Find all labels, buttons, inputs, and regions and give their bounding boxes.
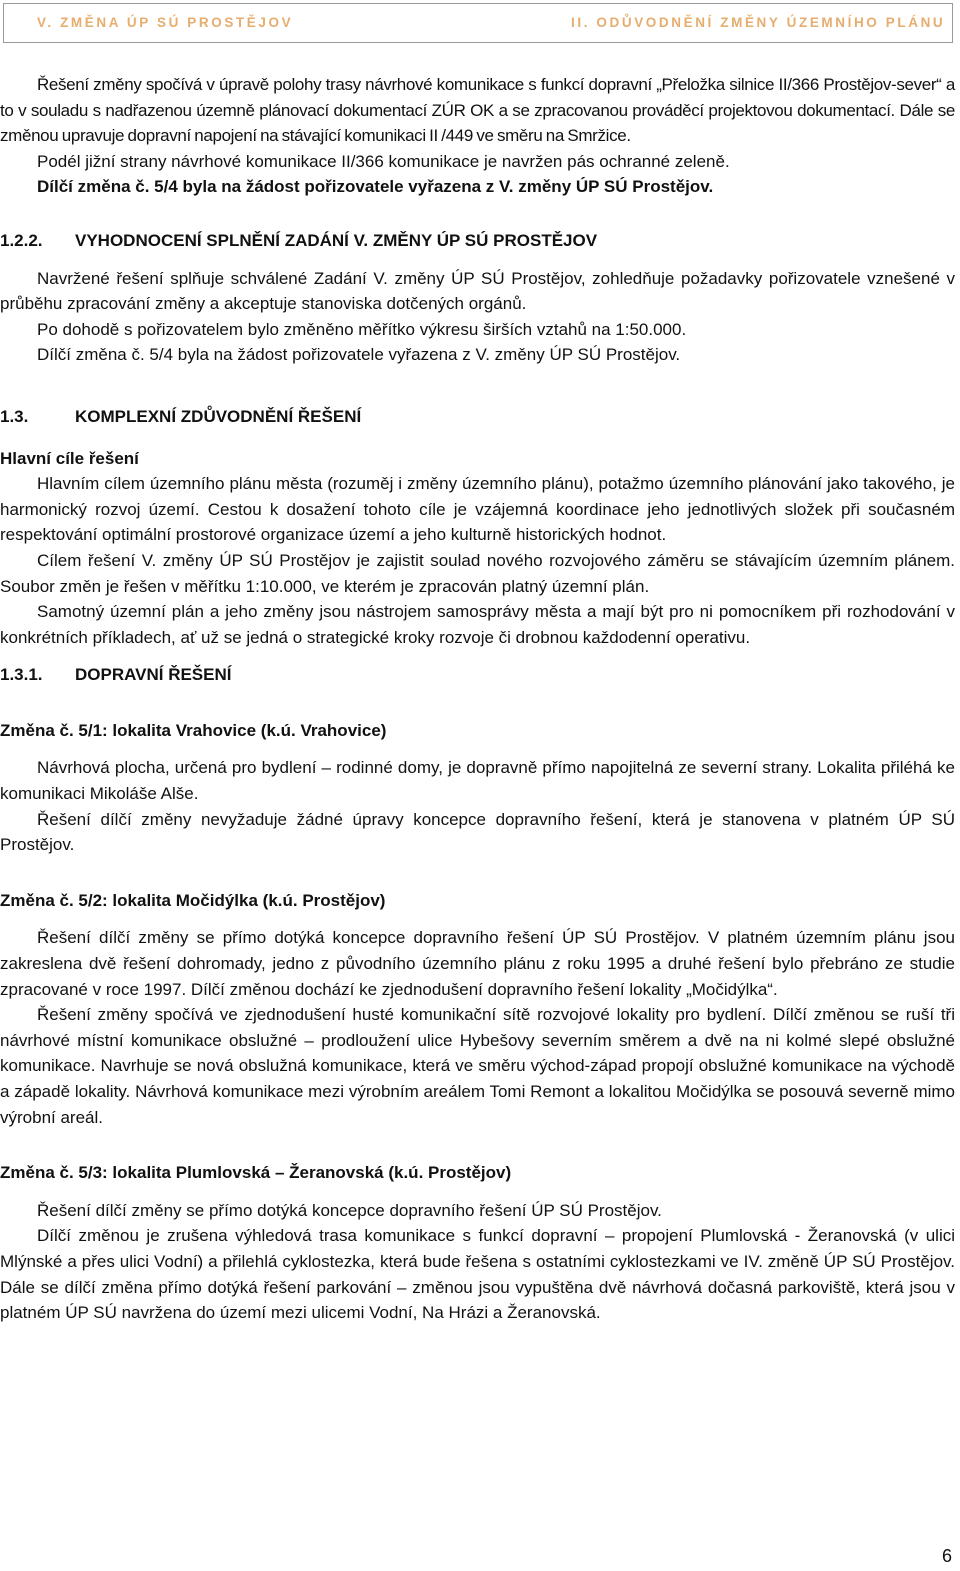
section-number: 1.2.2. <box>0 230 43 250</box>
section-heading-1-2-2 <box>0 228 955 254</box>
change-5-3-paragraph-1: Řešení dílčí změny se přímo dotýká koncepce dopravního řešení ÚP SÚ Prostějov. <box>37 1200 662 1220</box>
header-right-title: II. ODŮVODNĚNÍ ZMĚNY ÚZEMNÍHO PLÁNU <box>571 15 946 30</box>
section-title: DOPRAVNÍ ŘEŠENÍ <box>75 665 232 685</box>
section-number: 1.3.1. <box>0 665 43 685</box>
page-header <box>3 3 953 43</box>
section-title: KOMPLEXNÍ ZDŮVODNĚNÍ ŘEŠENÍ <box>75 406 362 426</box>
section-1-3-paragraph-2: Cílem řešení V. změny ÚP SÚ Prostějov je zajistit soulad nového rozvojového záměru se stávajícím územním plánem. Soubor změn je řešen v měřítku 1:10.000, ve kterém je zpracován platný územní plán. <box>0 550 955 596</box>
page-number: 6 <box>941 1546 952 1566</box>
change-5-1-paragraph-1: Návrhová plocha, určená pro bydlení – rodinné domy, je dopravně přímo napojitelná ze severní strany. Lokalita přiléhá ke komunikaci Mikoláše Alše. <box>0 758 955 804</box>
section-1-2-2-paragraph-2: Po dohodě s pořizovatelem bylo změněno měřítko výkresu širších vztahů na 1:50.000. <box>37 319 687 339</box>
subsection-title-main-goals: Hlavní cíle řešení <box>0 448 139 468</box>
change-5-2-paragraph-1: Řešení dílčí změny se přímo dotýká koncepce dopravního řešení ÚP SÚ Prostějov. V platném územním plánu jsou zakreslena dvě řešení dohromady, jedno z původního územního plánu z roku 1995 a druhé řešení bylo přebráno ze studie zpracované v roce 1997. Dílčí změnou dochází ke zjednodušení dopravního řešení lokality „Močidýlka“. <box>0 928 955 999</box>
section-1-3-paragraph-1: Hlavním cílem územního plánu města (rozuměj i změny územního plánu), potažmo územního plánování jako takového, je harmonický rozvoj území. Cestou k dosažení tohoto cíle je vzájemná koordinace jeho jednotlivých složek při současném respektování optimální prostorové organizace území a jeho kulturně historických hodnot. <box>0 474 955 545</box>
intro-paragraph-1: Řešení změny spočívá v úpravě polohy trasy návrhové komunikace s funkcí dopravní „Přeložka silnice II/366 Prostějov-sever“ a to v souladu s nadřazenou územně plánovací dokumentací ZÚR OK a se zpracovanou prováděcí projektovou dokumentací. Dále se změnou upravuje dopravní napojení na stávající komunikaci II /449 ve směru na Smržice. <box>0 75 955 146</box>
section-1-2-2-paragraph-3: Dílčí změna č. 5/4 byla na žádost pořizovatele vyřazena z V. změny ÚP SÚ Prostějov. <box>37 345 681 365</box>
change-5-1-title: Změna č. 5/1: lokalita Vrahovice (k.ú. Vrahovice) <box>0 720 387 740</box>
intro-paragraph-3: Dílčí změna č. 5/4 byla na žádost pořizovatele vyřazena z V. změny ÚP SÚ Prostějov. <box>37 177 714 197</box>
intro-paragraph-2: Podél jižní strany návrhové komunikace II/366 komunikace je navržen pás ochranné zeleně. <box>37 151 730 171</box>
change-5-2-paragraph-2: Řešení změny spočívá ve zjednodušení husté komunikační sítě rozvojové lokality pro bydlení. Dílčí změnou se ruší tři návrhové místní komunikace obslužné – prodloužení ulice Hybešovy severním směrem a dvě na ni kolmé slepé obslužné komunikace. Navrhuje se nová obslužná komunikace, která ve směru východ-západ propojí obslužné komunikace na východě a západě lokality. Návrhová komunikace mezi výrobním areálem Tomi Remont a lokalitou Močidýlka se posouvá severně mimo výrobní areál. <box>0 1005 955 1127</box>
change-5-2-title: Změna č. 5/2: lokalita Močidýlka (k.ú. Prostějov) <box>0 890 386 910</box>
change-5-3-title: Změna č. 5/3: lokalita Plumlovská – Žeranovská (k.ú. Prostějov) <box>0 1163 512 1183</box>
section-title: VYHODNOCENÍ SPLNĚNÍ ZADÁNÍ V. ZMĚNY ÚP SÚ PROSTĚJOV <box>75 230 598 250</box>
section-heading-1-3-1 <box>0 662 955 688</box>
section-heading-1-3 <box>0 404 955 430</box>
change-5-1-paragraph-2: Řešení dílčí změny nevyžaduje žádné úpravy koncepce dopravního řešení, která je stanovena v platném ÚP SÚ Prostějov. <box>0 809 955 855</box>
section-number: 1.3. <box>0 406 29 426</box>
section-1-3-paragraph-3: Samotný územní plán a jeho změny jsou nástrojem samosprávy města a mají být pro ni pomocníkem při rozhodování v konkrétních příkladech, ať už se jedná o strategické kroky rozvoje či drobnou každodenní operativu. <box>0 602 955 647</box>
change-5-3-paragraph-2: Dílčí změnou je zrušena výhledová trasa komunikace s funkcí dopravní – propojení Plumlovská - Žeranovská (v ulici Mlýnské a přes ulici Vodní) a přilehlá cyklostezka, která bude řešena s ostatními cyklostezkami ve IV. změně ÚP SÚ Prostějov. Dále se dílčí změna přímo dotýká řešení parkování – změnou jsou vypuštěna dvě návrhová dočasná parkoviště, která jsou v platném ÚP SÚ navržena do území mezi ulicemi Vodní, Na Hrázi a Žeranovská. <box>0 1226 955 1323</box>
document-body <box>0 72 955 1326</box>
section-1-2-2-paragraph-1: Navržené řešení splňuje schválené Zadání V. změny ÚP SÚ Prostějov, zohledňuje požadavky pořizovatele vznešené v průběhu zpracování změny a akceptuje stanoviska dotčených orgánů. <box>0 268 955 314</box>
header-left-title: V. ZMĚNA ÚP SÚ PROSTĚJOV <box>37 15 294 30</box>
